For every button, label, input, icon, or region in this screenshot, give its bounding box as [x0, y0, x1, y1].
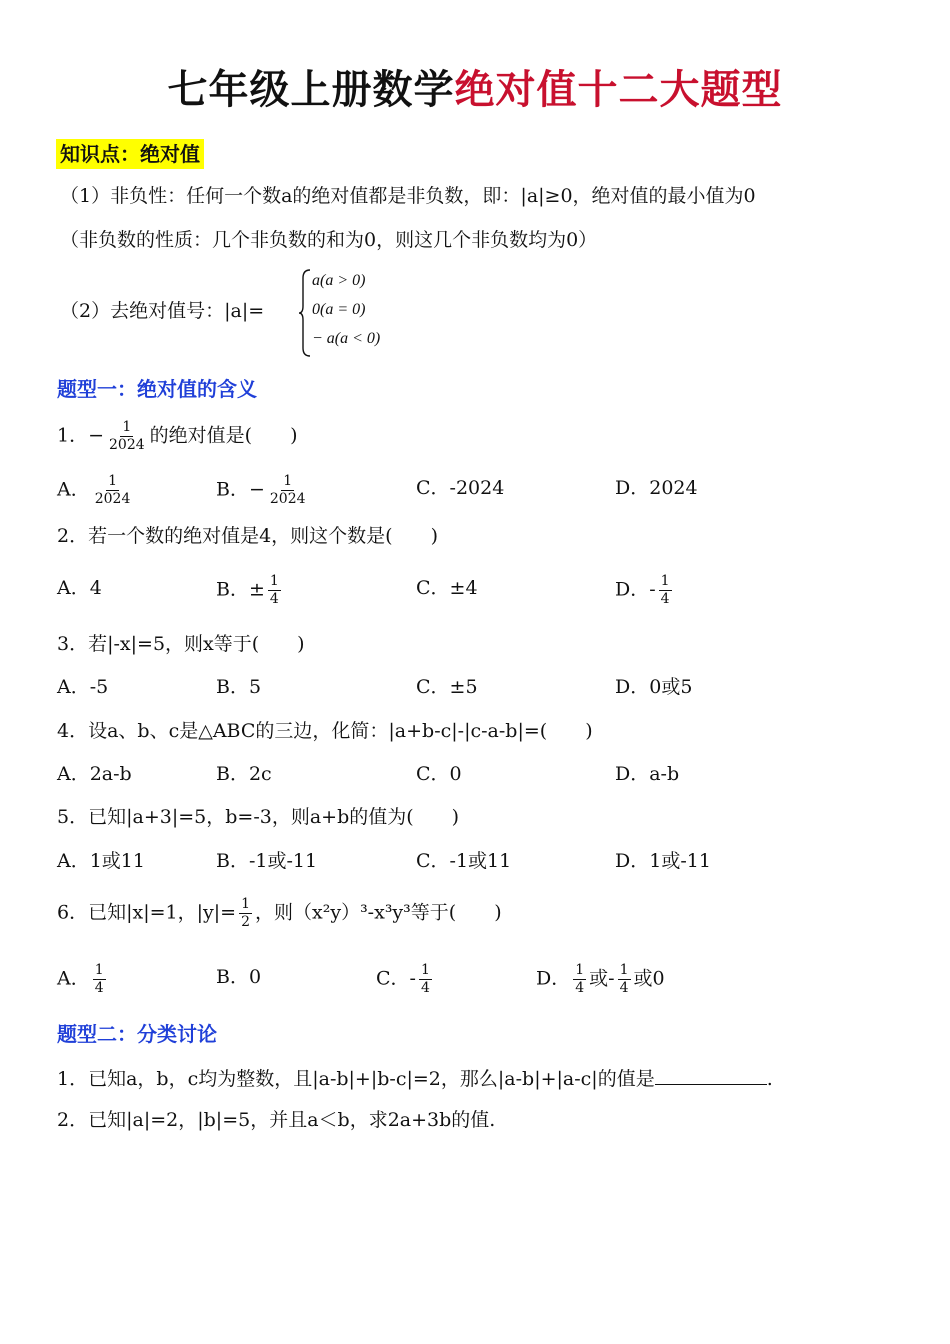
q1-option-b: B．− $\frac{1}{2024}$ — [216, 473, 306, 507]
fraction: $\frac{1}{4}$ — [619, 962, 629, 996]
q4-option-a: A．2a-b — [57, 763, 132, 785]
q3-option-b: B．5 — [216, 676, 262, 698]
question-1-3: 3．若|-x|=5，则x等于( ) — [57, 633, 305, 655]
q2-option-d: D．- $\frac{1}{4}$ — [615, 573, 670, 607]
answer-blank — [655, 1062, 767, 1085]
fraction: $\frac{1}{4}$ — [420, 962, 430, 996]
title-highlight: 绝对值十二大题型 — [454, 67, 783, 113]
question-2-1: 1．已知a，b，c均为整数，且|a-b|+|b-c|=2，那么|a-b|+|a-c|的值是 . — [57, 1062, 773, 1094]
section-2-heading: 题型二：分类讨论 — [57, 1022, 217, 1046]
case-positive: a(a > 0) — [312, 272, 366, 289]
question-1-2: 2．若一个数的绝对值是4，则这个数是( ) — [57, 525, 439, 547]
fraction: $\frac{1}{2}$ — [241, 896, 250, 930]
q4-option-d: D．a-b — [615, 763, 680, 785]
q6-option-a: A． $\frac{1}{4}$ — [57, 962, 104, 996]
q3-option-c: C．±5 — [416, 676, 478, 698]
fraction: $\frac{1}{2024}$ — [269, 473, 306, 507]
left-brace-icon — [298, 268, 312, 358]
q5-option-d: D．1或-11 — [615, 850, 711, 872]
fraction: $\frac{1}{4}$ — [94, 962, 104, 996]
fraction: $\frac{1}{4}$ — [269, 573, 279, 607]
page-title — [0, 58, 950, 115]
case-zero: 0(a = 0) — [312, 301, 366, 318]
q1-option-a: A． $\frac{1}{2024}$ — [57, 473, 131, 507]
question-1-6: 6．已知|x|=1，|y|= $\frac{1}{2}$ ，则（x²y）³-x³y³等于( ) — [57, 896, 502, 930]
q2-option-a: A．4 — [57, 577, 102, 599]
fraction: $\frac{1}{2024}$ — [94, 473, 131, 507]
q2-option-b: B．± $\frac{1}{4}$ — [216, 573, 279, 607]
q4-option-b: B．2c — [216, 763, 272, 785]
q6-option-d: D． $\frac{1}{4}$ 或- $\frac{1}{4}$ 或0 — [536, 962, 665, 996]
q4-option-c: C．0 — [416, 763, 462, 785]
fraction: $\frac{1}{2024}$ — [109, 419, 145, 453]
question-1-5: 5．已知|a+3|=5，b=-3，则a+b的值为( ) — [57, 806, 460, 828]
knowledge-heading: 知识点：绝对值 — [56, 139, 204, 169]
q1-option-d: D．2024 — [615, 477, 698, 499]
q6-option-b: B．0 — [216, 966, 262, 988]
q5-option-b: B．-1或-11 — [216, 850, 318, 872]
q3-option-a: A．-5 — [57, 676, 109, 698]
q1-option-c: C．-2024 — [416, 477, 505, 499]
case-negative: − a(a < 0) — [312, 330, 381, 347]
q5-option-a: A．1或11 — [57, 850, 145, 872]
section-1-heading: 题型一：绝对值的含义 — [57, 377, 257, 401]
question-2-2: 2．已知|a|=2，|b|=5，并且a＜b，求2a+3b的值. — [57, 1109, 496, 1131]
piecewise-definition — [298, 268, 418, 358]
q5-option-c: C．-1或11 — [416, 850, 512, 872]
fraction: $\frac{1}{4}$ — [575, 962, 585, 996]
fraction: $\frac{1}{4}$ — [660, 573, 670, 607]
title-main: 七年级上册数学 — [167, 67, 455, 113]
knowledge-point-2: （非负数的性质：几个非负数的和为0，则这几个非负数均为0） — [60, 229, 598, 251]
question-1-4: 4．设a、b、c是△ABC的三边，化简：|a+b-c|-|c-a-b|=( ) — [57, 720, 593, 742]
q3-option-d: D．0或5 — [615, 676, 693, 698]
q6-option-c: C．- $\frac{1}{4}$ — [376, 962, 430, 996]
knowledge-point-1: （1）非负性：任何一个数a的绝对值都是非负数，即：|a|≥0，绝对值的最小值为0 — [60, 185, 756, 207]
question-1-1: 1．− $\frac{1}{2024}$ 的绝对值是( ) — [57, 419, 298, 453]
q2-option-c: C．±4 — [416, 577, 478, 599]
knowledge-point-3-label: （2）去绝对值号：|a|= — [60, 300, 265, 322]
